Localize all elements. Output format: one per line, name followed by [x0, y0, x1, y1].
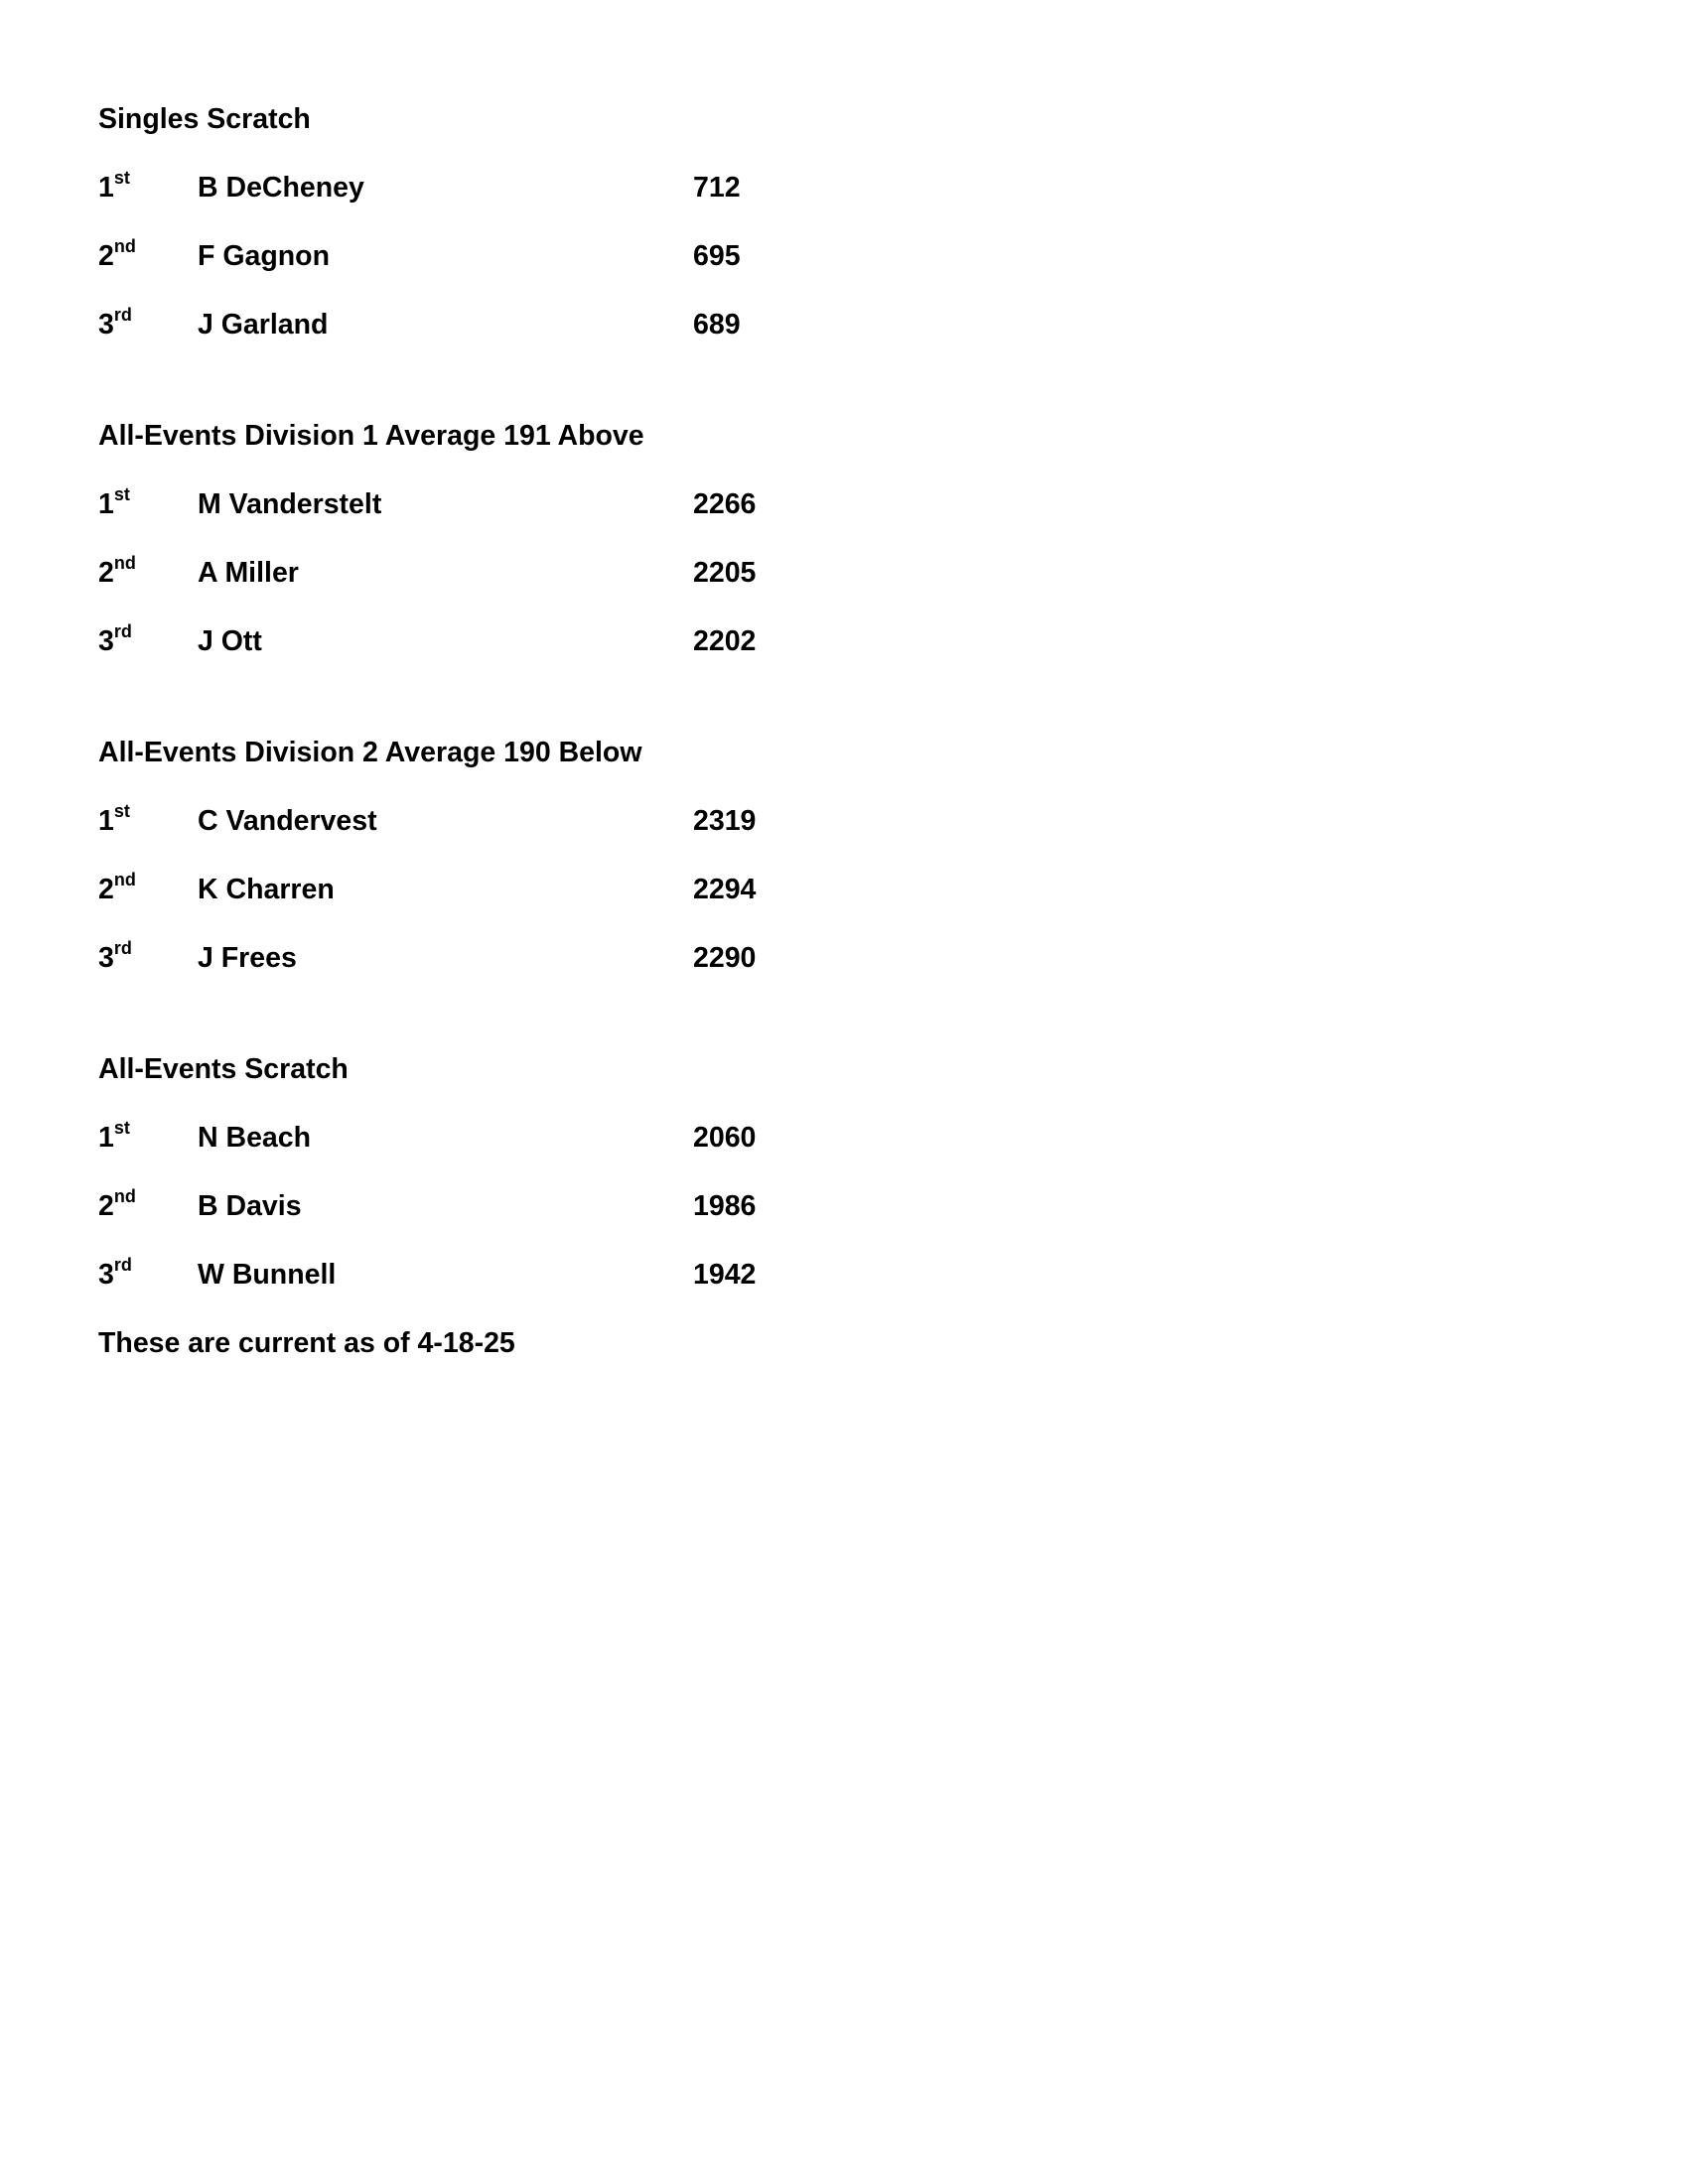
- place-number: 3: [98, 1259, 114, 1291]
- bowler-score: 2290: [693, 942, 757, 974]
- place-label: [98, 1253, 132, 1297]
- place-suffix: rd: [113, 620, 132, 641]
- place-suffix: rd: [113, 304, 132, 325]
- place-label: [98, 868, 136, 911]
- section-all-events-scratch: [98, 1047, 1191, 1297]
- bowler-name: B DeCheney: [198, 172, 364, 204]
- place-label: [98, 482, 130, 526]
- standing-row: [98, 799, 1191, 843]
- place-label: [98, 303, 132, 346]
- current-as-of-note: These are current as of 4-18-25: [98, 1327, 515, 1359]
- standing-row: [98, 1116, 1191, 1160]
- standing-row: [98, 1253, 1191, 1297]
- place-suffix: nd: [113, 1185, 136, 1206]
- bowler-name: N Beach: [198, 1122, 312, 1154]
- place-suffix: st: [113, 483, 130, 504]
- bowler-score: 2202: [693, 625, 757, 657]
- bowler-score: 1986: [693, 1190, 757, 1222]
- place-number: 1: [98, 172, 114, 204]
- place-label: [98, 936, 132, 980]
- place-suffix: st: [113, 167, 130, 188]
- place-suffix: rd: [113, 1254, 132, 1275]
- standing-row: [98, 482, 1191, 526]
- place-number: 2: [98, 240, 114, 272]
- bowler-name: C Vandervest: [198, 805, 377, 837]
- bowler-name: B Davis: [198, 1190, 302, 1222]
- place-label: [98, 799, 130, 843]
- place-number: 1: [98, 1122, 114, 1154]
- bowler-score: 695: [693, 240, 741, 272]
- place-label: [98, 551, 136, 595]
- standing-row: [98, 619, 1191, 663]
- place-number: 2: [98, 557, 114, 589]
- bowler-score: 2319: [693, 805, 757, 837]
- section-title: All-Events Division 2 Average 190 Below: [98, 737, 642, 768]
- place-number: 3: [98, 309, 114, 341]
- bowler-name: J Frees: [198, 942, 297, 974]
- bowler-score: 712: [693, 172, 741, 204]
- section-all-events-division-1: [98, 414, 1191, 663]
- bowler-name: J Garland: [198, 309, 329, 341]
- section-title: All-Events Division 1 Average 191 Above: [98, 420, 644, 452]
- bowler-name: A Miller: [198, 557, 299, 589]
- place-label: [98, 1184, 136, 1228]
- standings-content: [98, 97, 1191, 1365]
- standing-row: [98, 1184, 1191, 1228]
- place-number: 3: [98, 942, 114, 974]
- section-title: All-Events Scratch: [98, 1053, 349, 1085]
- place-label: [98, 1116, 130, 1160]
- place-suffix: nd: [113, 869, 136, 889]
- place-number: 1: [98, 805, 114, 837]
- standing-row: [98, 551, 1191, 595]
- bowler-score: 2266: [693, 488, 757, 520]
- bowler-name: J Ott: [198, 625, 262, 657]
- bowler-score: 689: [693, 309, 741, 341]
- standing-row: [98, 166, 1191, 209]
- bowler-score: 1942: [693, 1259, 757, 1291]
- bowler-name: M Vanderstelt: [198, 488, 382, 520]
- place-number: 3: [98, 625, 114, 657]
- section-singles-scratch: [98, 97, 1191, 346]
- place-number: 2: [98, 874, 114, 905]
- section-all-events-division-2: [98, 731, 1191, 980]
- place-label: [98, 166, 130, 209]
- bowler-score: 2294: [693, 874, 757, 905]
- standing-row: [98, 234, 1191, 278]
- standing-row: [98, 936, 1191, 980]
- standing-row: [98, 868, 1191, 911]
- bowler-score: 2205: [693, 557, 757, 589]
- place-suffix: st: [113, 1117, 130, 1138]
- place-suffix: rd: [113, 937, 132, 958]
- bowler-score: 2060: [693, 1122, 757, 1154]
- place-number: 1: [98, 488, 114, 520]
- bowler-name: W Bunnell: [198, 1259, 337, 1291]
- place-label: [98, 234, 136, 278]
- bowler-name: F Gagnon: [198, 240, 330, 272]
- bowler-name: K Charren: [198, 874, 335, 905]
- standing-row: [98, 303, 1191, 346]
- place-suffix: nd: [113, 235, 136, 256]
- place-label: [98, 619, 132, 663]
- place-suffix: st: [113, 800, 130, 821]
- place-suffix: nd: [113, 552, 136, 573]
- place-number: 2: [98, 1190, 114, 1222]
- section-title: Singles Scratch: [98, 103, 311, 135]
